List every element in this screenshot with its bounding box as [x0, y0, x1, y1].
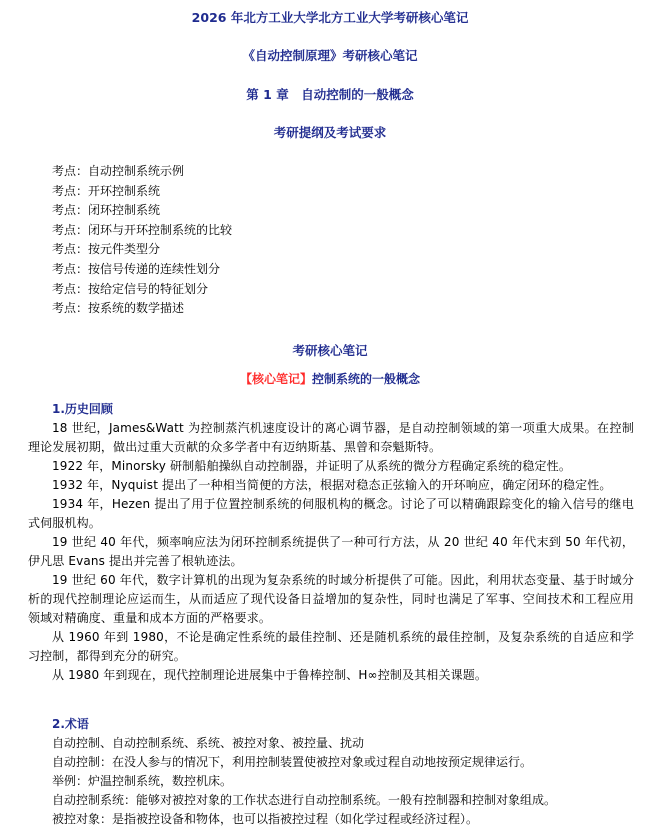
- kaodian-item: 考点：闭环控制系统: [52, 203, 161, 218]
- notes-subtitle: [0, 370, 660, 387]
- terms-list: [52, 734, 556, 829]
- kaodian-list: [52, 162, 232, 319]
- history-paragraph: 1934 年，Hezen 提出了用于位置控制系统的伺服机构的概念。讨论了可以精确跟踪变化的输入信号的继电式伺服机构。: [28, 497, 634, 530]
- history-paragraph: 18 世纪，James&Watt 为控制蒸汽机速度设计的离心调节器，是自动控制领域的第一项重大成果。在控制理论发展初期，做出过重大贡献的众多学者中有迈纳斯基、黑曾和奈魁斯特。: [28, 421, 634, 454]
- kaodian-item: 考点：按信号传递的连续性划分: [52, 261, 221, 276]
- terms-line: 自动控制：在没人参与的情况下，利用控制装置使被控对象或过程自动地按预定规律运行。: [52, 755, 533, 769]
- kaodian-item: 考点：开环控制系统: [52, 183, 161, 198]
- history-heading: 1.历史回顾: [52, 402, 113, 416]
- terms-line: 自动控制系统：能够对被控对象的工作状态进行自动控制系统。一般有控制器和控制对象组成。: [52, 793, 557, 807]
- document-subtitle: 《自动控制原理》考研核心笔记: [242, 48, 418, 63]
- notes-subtitle-text: 控制系统的一般概念: [312, 372, 421, 386]
- history-paragraph: 从 1960 年到 1980，不论是确定性系统的最佳控制、还是随机系统的最佳控制，及复杂系统的自适应和学习控制，都得到充分的研究。: [28, 630, 634, 663]
- history-paragraph: 从 1980 年到现在，现代控制理论进展集中于鲁棒控制、H∞控制及其相关课题。: [52, 668, 488, 682]
- kaodian-item: 考点：按元件类型分: [52, 242, 161, 257]
- notes-title: 考研核心笔记: [292, 343, 368, 358]
- history-paragraph: 1922 年，Minorsky 研制船舶操纵自动控制器，并证明了从系统的微分方程确定系统的稳定性。: [52, 459, 571, 473]
- history-body: [28, 419, 634, 685]
- document-title: 2026 年北方工业大学北方工业大学考研核心笔记: [191, 10, 469, 25]
- kaodian-item: 考点：按给定信号的特征划分: [52, 281, 209, 296]
- terms-line: 被控对象：是指被控设备和物体，也可以指被控过程（如化学过程或经济过程）。: [52, 812, 479, 826]
- kaodian-item: 考点：自动控制系统示例: [52, 164, 185, 178]
- terms-heading: 2.术语: [52, 717, 89, 731]
- terms-line: 举例：炉温控制系统，数控机床。: [52, 774, 233, 788]
- kaodian-item: 考点：闭环与开环控制系统的比较: [52, 222, 233, 237]
- notes-subtitle-tag: 【核心笔记】: [239, 372, 312, 386]
- outline-title: 考研提纲及考试要求: [273, 125, 387, 140]
- chapter-title: 第 1 章 自动控制的一般概念: [246, 87, 414, 102]
- history-paragraph: 19 世纪 60 年代，数字计算机的出现为复杂系统的时域分析提供了可能。因此，利用状态变量、基于时域分析的现代控制理论应运而生，从而适应了现代设备日益增加的复杂性，同时也满足了军事、空间技术和工程应用领域对精确度、重量和成本方面的严格要求。: [28, 573, 634, 625]
- history-paragraph: 19 世纪 40 年代，频率响应法为闭环控制系统提供了一种可行方法，从 20 世纪 40 年代末到 50 年代初，伊凡思 Evans 提出并完善了根轨迹法。: [28, 535, 634, 568]
- terms-line: 自动控制、自动控制系统、系统、被控对象、被控量、扰动: [52, 736, 365, 750]
- history-paragraph: 1932 年，Nyquist 提出了一种相当简便的方法，根据对稳态正弦输入的开环响应，确定闭环的稳定性。: [52, 478, 612, 492]
- kaodian-item: 考点：按系统的数学描述: [52, 301, 185, 316]
